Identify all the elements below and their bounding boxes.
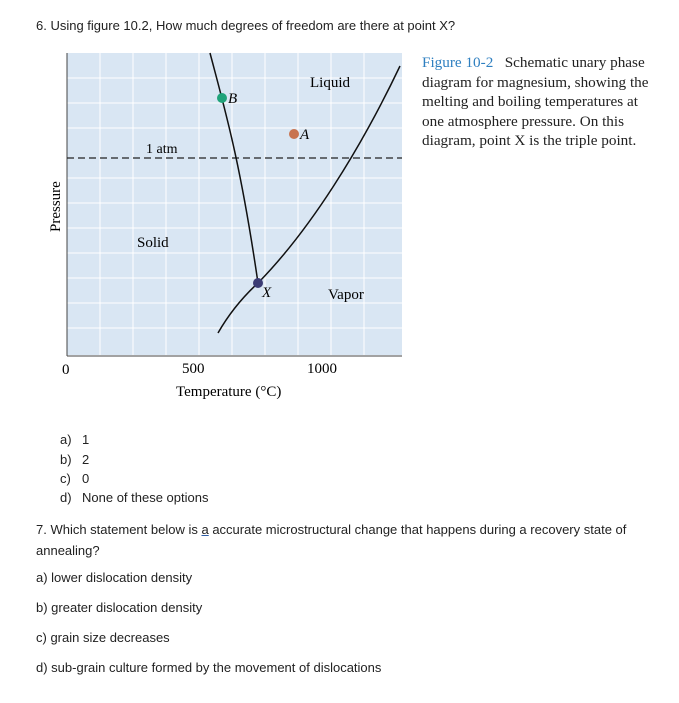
q7-prefix: 7. Which statement below is [36, 522, 202, 537]
q6-option-c-letter: c) [60, 471, 71, 486]
q6-option-d-letter: d) [60, 490, 72, 505]
question-6-text: 6. Using figure 10.2, How much degrees of freedom are there at point X? [36, 18, 456, 33]
q6-option-b-text: 2 [82, 452, 90, 467]
tick-1000-label: 1000 [307, 361, 337, 377]
region-liquid-label: Liquid [310, 75, 350, 91]
tick-500-label: 500 [182, 361, 205, 377]
point-x-label: X [262, 285, 272, 301]
q6-option-d[interactable] [60, 490, 208, 505]
q7-option-d[interactable]: d) sub-grain culture formed by the movement of dislocations [36, 660, 382, 675]
q6-option-a[interactable] [60, 432, 89, 447]
point-a-dot [289, 129, 299, 139]
y-axis-label: Pressure [48, 181, 64, 232]
q6-option-c-text: 0 [82, 471, 90, 486]
q6-option-b-letter: b) [60, 452, 72, 467]
q7-suffix: accurate microstructural change that happens during a recovery state of annealing? [36, 522, 627, 558]
q6-option-b[interactable] [60, 452, 89, 467]
figure-caption [422, 53, 662, 151]
q7-option-b[interactable]: b) greater dislocation density [36, 600, 203, 615]
q6-option-d-text: None of these options [82, 490, 209, 505]
region-solid-label: Solid [137, 235, 169, 251]
x-axis-label: Temperature (°C) [176, 384, 282, 400]
pressure-1atm-label: 1 atm [146, 142, 178, 157]
q7-option-a[interactable]: a) lower dislocation density [36, 570, 193, 585]
figure-caption-text: Schematic unary phase diagram for magnesium, showing the melting and boiling temperatures at one atmosphere pressure. On this diagram, point X is the triple point. [422, 54, 649, 149]
point-a-label: A [300, 127, 310, 143]
question-7-text [36, 519, 656, 561]
q7-underlined-word: a [201, 522, 209, 537]
figure-caption-id: Figure 10-2 [422, 54, 494, 71]
q6-option-a-letter: a) [60, 432, 72, 447]
point-b-label: B [228, 91, 238, 107]
q7-option-c[interactable]: c) grain size decreases [36, 630, 170, 645]
point-b-dot [217, 93, 227, 103]
q6-option-a-text: 1 [82, 432, 90, 447]
q6-option-c[interactable] [60, 471, 89, 486]
tick-zero-label: 0 [62, 362, 70, 378]
region-vapor-label: Vapor [328, 287, 364, 303]
